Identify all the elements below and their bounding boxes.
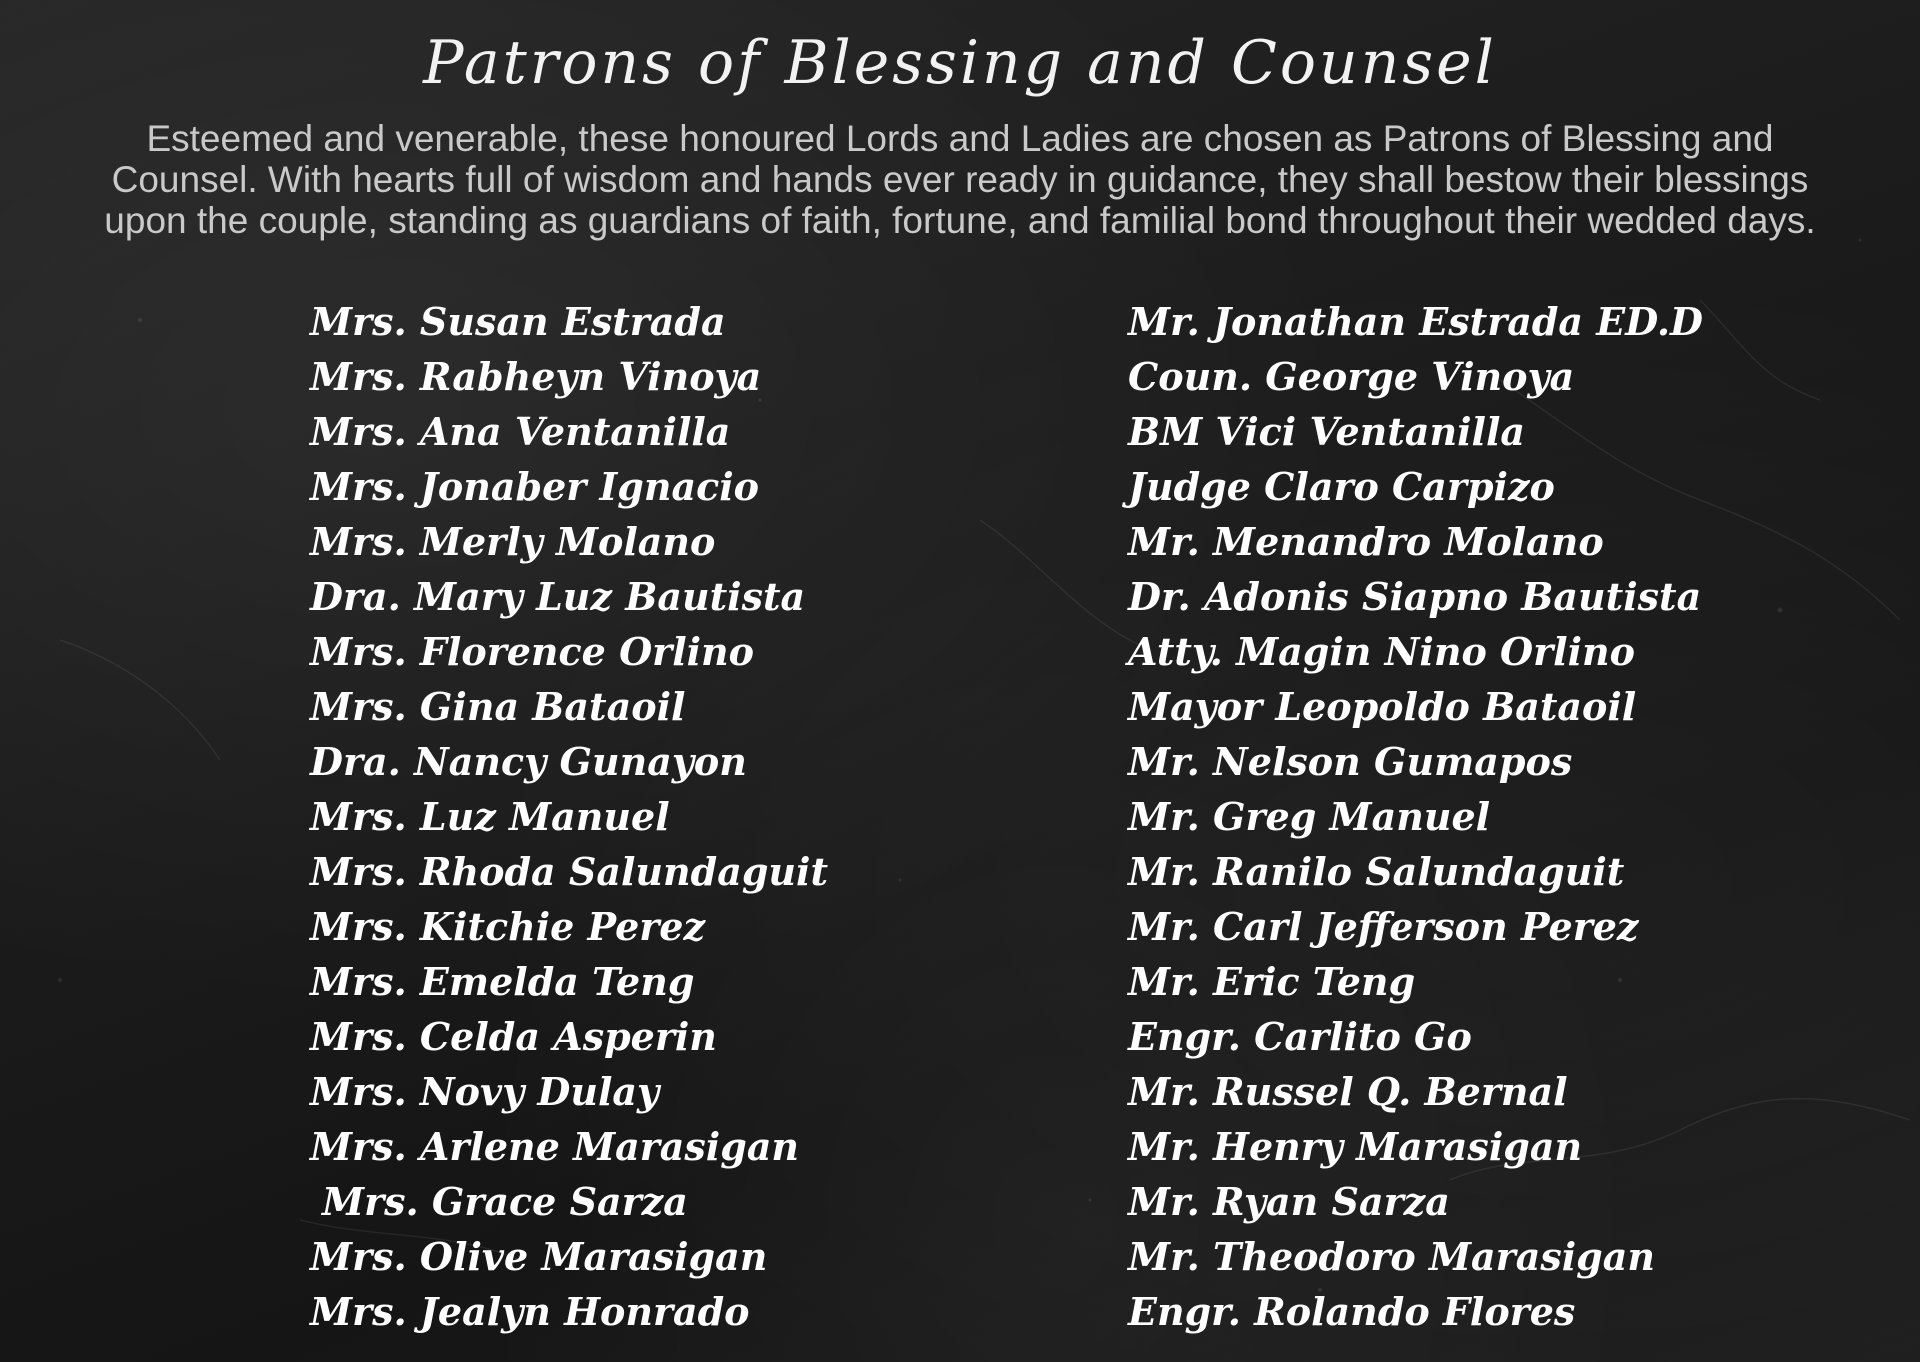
patron-name: Mrs. Rabheyn Vinoya bbox=[310, 354, 762, 399]
patron-name: Mrs. Luz Manuel bbox=[310, 794, 670, 839]
patron-name: Mrs. Gina Bataoil bbox=[310, 684, 686, 729]
patron-name: Dra. Nancy Gunayon bbox=[310, 739, 747, 784]
patron-name: Atty. Magin Nino Orlino bbox=[1128, 629, 1635, 674]
patron-name: Judge Claro Carpizo bbox=[1128, 464, 1555, 509]
patron-name: Mr. Nelson Gumapos bbox=[1128, 739, 1573, 784]
patron-name: Engr. Rolando Flores bbox=[1128, 1289, 1576, 1334]
patron-name: Mr. Jonathan Estrada ED.D bbox=[1128, 299, 1704, 344]
patron-name: Mrs. Jealyn Honrado bbox=[310, 1289, 750, 1334]
patron-name: Mrs. Rhoda Salundaguit bbox=[310, 849, 829, 894]
patron-name: Mr. Eric Teng bbox=[1128, 959, 1416, 1004]
patron-name: Mrs. Merly Molano bbox=[310, 519, 716, 564]
patron-name: Mrs. Emelda Teng bbox=[310, 959, 695, 1004]
patron-name: Mr. Carl Jefferson Perez bbox=[1128, 904, 1639, 949]
patron-name: Dr. Adonis Siapno Bautista bbox=[1128, 574, 1702, 619]
patron-name: Mr. Menandro Molano bbox=[1128, 519, 1604, 564]
patron-name: Mr. Theodoro Marasigan bbox=[1128, 1234, 1655, 1279]
patron-name: Mrs. Florence Orlino bbox=[310, 629, 755, 674]
patron-name: Coun. George Vinoya bbox=[1128, 354, 1575, 399]
page-title: Patrons of Blessing and Counsel bbox=[423, 28, 1497, 98]
patron-name: Mrs. Olive Marasigan bbox=[310, 1234, 768, 1279]
patron-list-left bbox=[310, 298, 828, 1343]
patron-name: Engr. Carlito Go bbox=[1128, 1014, 1472, 1059]
patron-name: Mrs. Ana Ventanilla bbox=[310, 409, 731, 454]
patron-name: Mrs. Jonaber Ignacio bbox=[310, 464, 760, 509]
patron-name: Mrs. Kitchie Perez bbox=[310, 904, 706, 949]
patron-name: Mayor Leopoldo Bataoil bbox=[1128, 684, 1637, 729]
patron-name: Mr. Greg Manuel bbox=[1128, 794, 1491, 839]
patron-list-right bbox=[1128, 298, 1703, 1343]
patron-name: Mr. Henry Marasigan bbox=[1128, 1124, 1583, 1169]
patron-name: Mrs. Susan Estrada bbox=[310, 299, 726, 344]
patron-name: Mrs. Novy Dulay bbox=[310, 1069, 660, 1114]
patron-name: Mrs. Arlene Marasigan bbox=[310, 1124, 800, 1169]
patron-name: Mr. Russel Q. Bernal bbox=[1128, 1069, 1568, 1114]
patron-name: Mr. Ryan Sarza bbox=[1128, 1179, 1450, 1224]
patron-name: Mr. Ranilo Salundaguit bbox=[1128, 849, 1625, 894]
patron-name: Mrs. Celda Asperin bbox=[310, 1014, 717, 1059]
patron-name: Dra. Mary Luz Bautista bbox=[310, 574, 806, 619]
patron-name: BM Vici Ventanilla bbox=[1128, 409, 1525, 454]
intro-paragraph: Esteemed and venerable, these honoured Lords and Ladies are chosen as Patrons of Blessing and Counsel. With hearts full of wisdom and hands ever ready in guidance, they shall bestow their blessings upon the couple, standing as guardians of faith, fortune, and familial bond throughout their wedded days. bbox=[104, 118, 1816, 241]
patron-name: Mrs. Grace Sarza bbox=[322, 1179, 688, 1224]
